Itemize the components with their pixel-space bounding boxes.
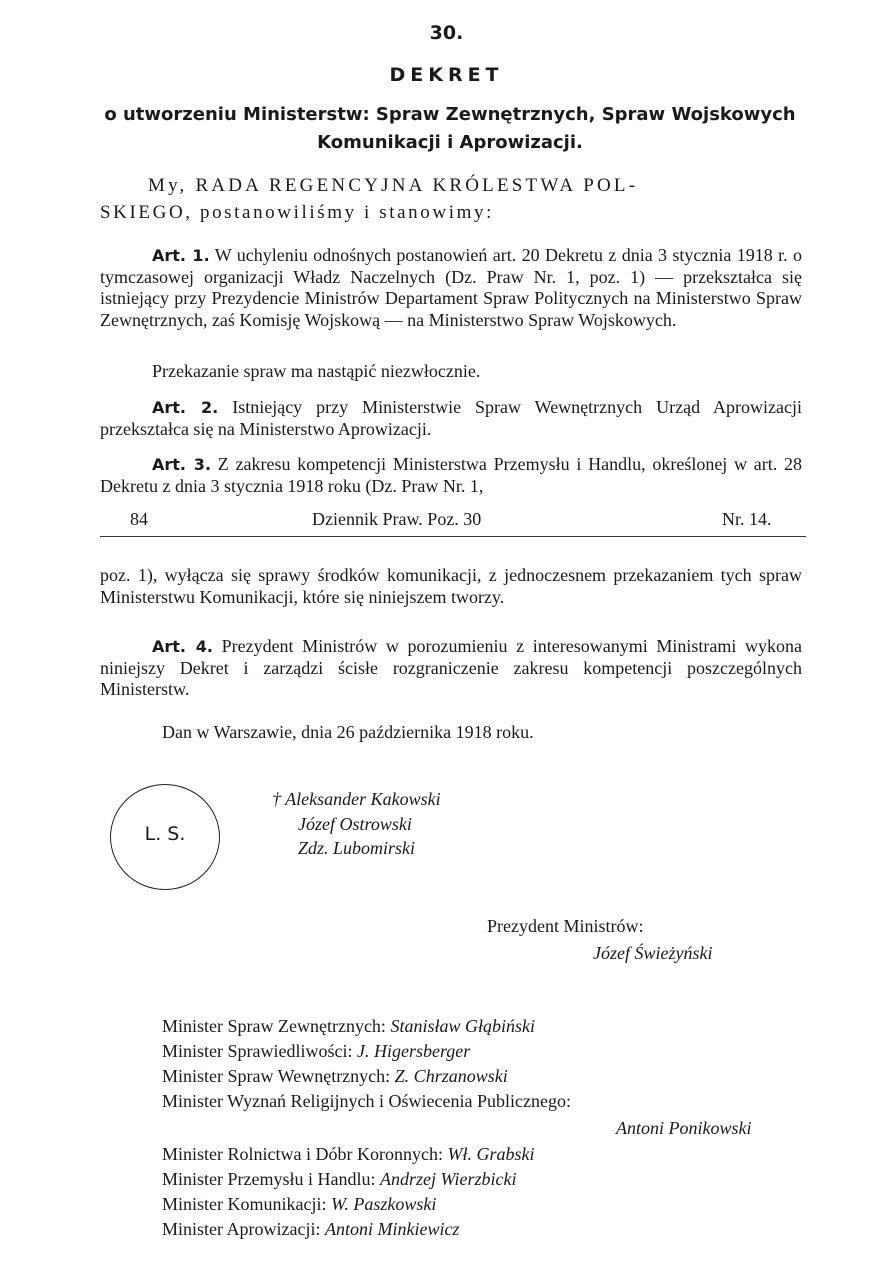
- preamble-line-1: My, RADA REGENCYJNA KRÓLESTWA POL-: [148, 175, 639, 196]
- minister-office: Minister Rolnictwa i Dóbr Koronnych:: [162, 1144, 448, 1164]
- footer-journal-title: Dziennik Praw. Poz. 30: [312, 509, 482, 529]
- footer-issue-number: Nr. 14.: [722, 509, 772, 529]
- article-4-label: Art. 4.: [152, 637, 213, 656]
- signature-ostrowski: Józef Ostrowski: [298, 814, 412, 834]
- signature-lubomirski: Zdz. Lubomirski: [298, 838, 416, 858]
- minister-office: Minister Komunikacji:: [162, 1194, 331, 1214]
- article-4: [100, 636, 802, 701]
- article-3-part-2: poz. 1), wyłącza się sprawy środków komunikacji, z jednoczesnem przekazaniem tych spraw Ministerstwu Komunikacji, które się niniejszem tworzy.: [100, 565, 802, 607]
- document-title: DEKRET: [389, 64, 504, 86]
- minister-line: [162, 1194, 436, 1215]
- minister-office: Minister Sprawiedliwości:: [162, 1041, 357, 1061]
- page-number: 30.: [429, 22, 464, 44]
- subtitle-line-2: Komunikacji i Aprowizacji.: [317, 132, 583, 153]
- preamble-line-2: SKIEGO, postanowiliśmy i stanowimy:: [100, 202, 494, 223]
- minister-signature: Andrzej Wierzbicki: [379, 1169, 517, 1189]
- page-footer: [100, 509, 802, 535]
- article-1-label: Art. 1.: [152, 246, 210, 265]
- article-3-part-1: [100, 454, 802, 497]
- article-4-text: Prezydent Ministrów w porozumieniu z interesowanymi Ministrami wykona niniejszy Dekret i zarządzi ścisłe rozgraniczenie zakresu kompetencji poszczególnych Ministerstw.: [100, 636, 803, 699]
- article-2: [100, 397, 802, 440]
- president-signature: Józef Świeżyński: [593, 943, 713, 963]
- article-2-label: Art. 2.: [152, 398, 219, 417]
- minister-line: [162, 1169, 516, 1190]
- signature-kakowski: † Aleksander Kakowski: [272, 789, 441, 809]
- article-2-text: Istniejący przy Ministerstwie Spraw Wewnętrznych Urząd Aprowizacji przekształca się na Ministerstwo Aprowizacji.: [100, 397, 803, 439]
- seal-label: L. S.: [144, 823, 186, 845]
- seal-circle: [110, 784, 220, 890]
- article-1-paragraph-2: Przekazanie spraw ma nastąpić niezwłocznie.: [152, 361, 481, 381]
- minister-signature: W. Paszkowski: [330, 1194, 437, 1214]
- minister-office: Minister Spraw Zewnętrznych:: [162, 1016, 391, 1036]
- minister-wyznan-signature: Antoni Ponikowski: [616, 1118, 752, 1138]
- minister-office: Minister Spraw Wewnętrznych:: [162, 1066, 395, 1086]
- minister-office: Minister Aprowizacji:: [162, 1219, 325, 1239]
- footer-page-number: 84: [130, 509, 148, 529]
- president-label: Prezydent Ministrów:: [487, 916, 644, 936]
- subtitle-line-1: o utworzeniu Ministerstw: Spraw Zewnętrznych, Spraw Wojskowych: [104, 104, 796, 125]
- minister-signature: J. Higersberger: [356, 1041, 471, 1061]
- minister-line: [162, 1066, 508, 1087]
- minister-signature: Z. Chrzanowski: [394, 1066, 508, 1086]
- minister-line: [162, 1041, 470, 1062]
- minister-signature: Wł. Grabski: [447, 1144, 535, 1164]
- minister-line: [162, 1091, 571, 1112]
- date-place-line: Dan w Warszawie, dnia 26 października 1918 roku.: [162, 722, 534, 742]
- minister-line: [162, 1016, 535, 1037]
- minister-line: [162, 1144, 534, 1165]
- minister-office: Minister Przemysłu i Handlu:: [162, 1169, 380, 1189]
- minister-signature: Antoni Minkiewicz: [324, 1219, 460, 1239]
- minister-line: [162, 1219, 459, 1240]
- article-3-label: Art. 3.: [152, 455, 212, 474]
- article-1: [100, 245, 802, 331]
- article-1-text: W uchyleniu odnośnych postanowień art. 20 Dekretu z dnia 3 stycznia 1918 r. o tymczasowej organizacji Władz Naczelnych (Dz. Praw Nr. 1, poz. 1) — przekształca się istniejący przy Prezydencie Ministrów Departament Spraw Politycznych na Ministerstwo Spraw Zewnętrznych, zaś Komisję Wojskową — na Ministerstwo Spraw Wojskowych.: [100, 245, 802, 330]
- footer-rule: [100, 536, 806, 537]
- minister-office: Minister Wyznań Religijnych i Oświecenia Publicznego:: [162, 1091, 571, 1111]
- minister-signature: Stanisław Głąbiński: [390, 1016, 535, 1036]
- article-3-text-1: Z zakresu kompetencji Ministerstwa Przemysłu i Handlu, określonej w art. 28 Dekretu z dnia 3 stycznia 1918 roku (Dz. Praw Nr. 1,: [100, 454, 803, 496]
